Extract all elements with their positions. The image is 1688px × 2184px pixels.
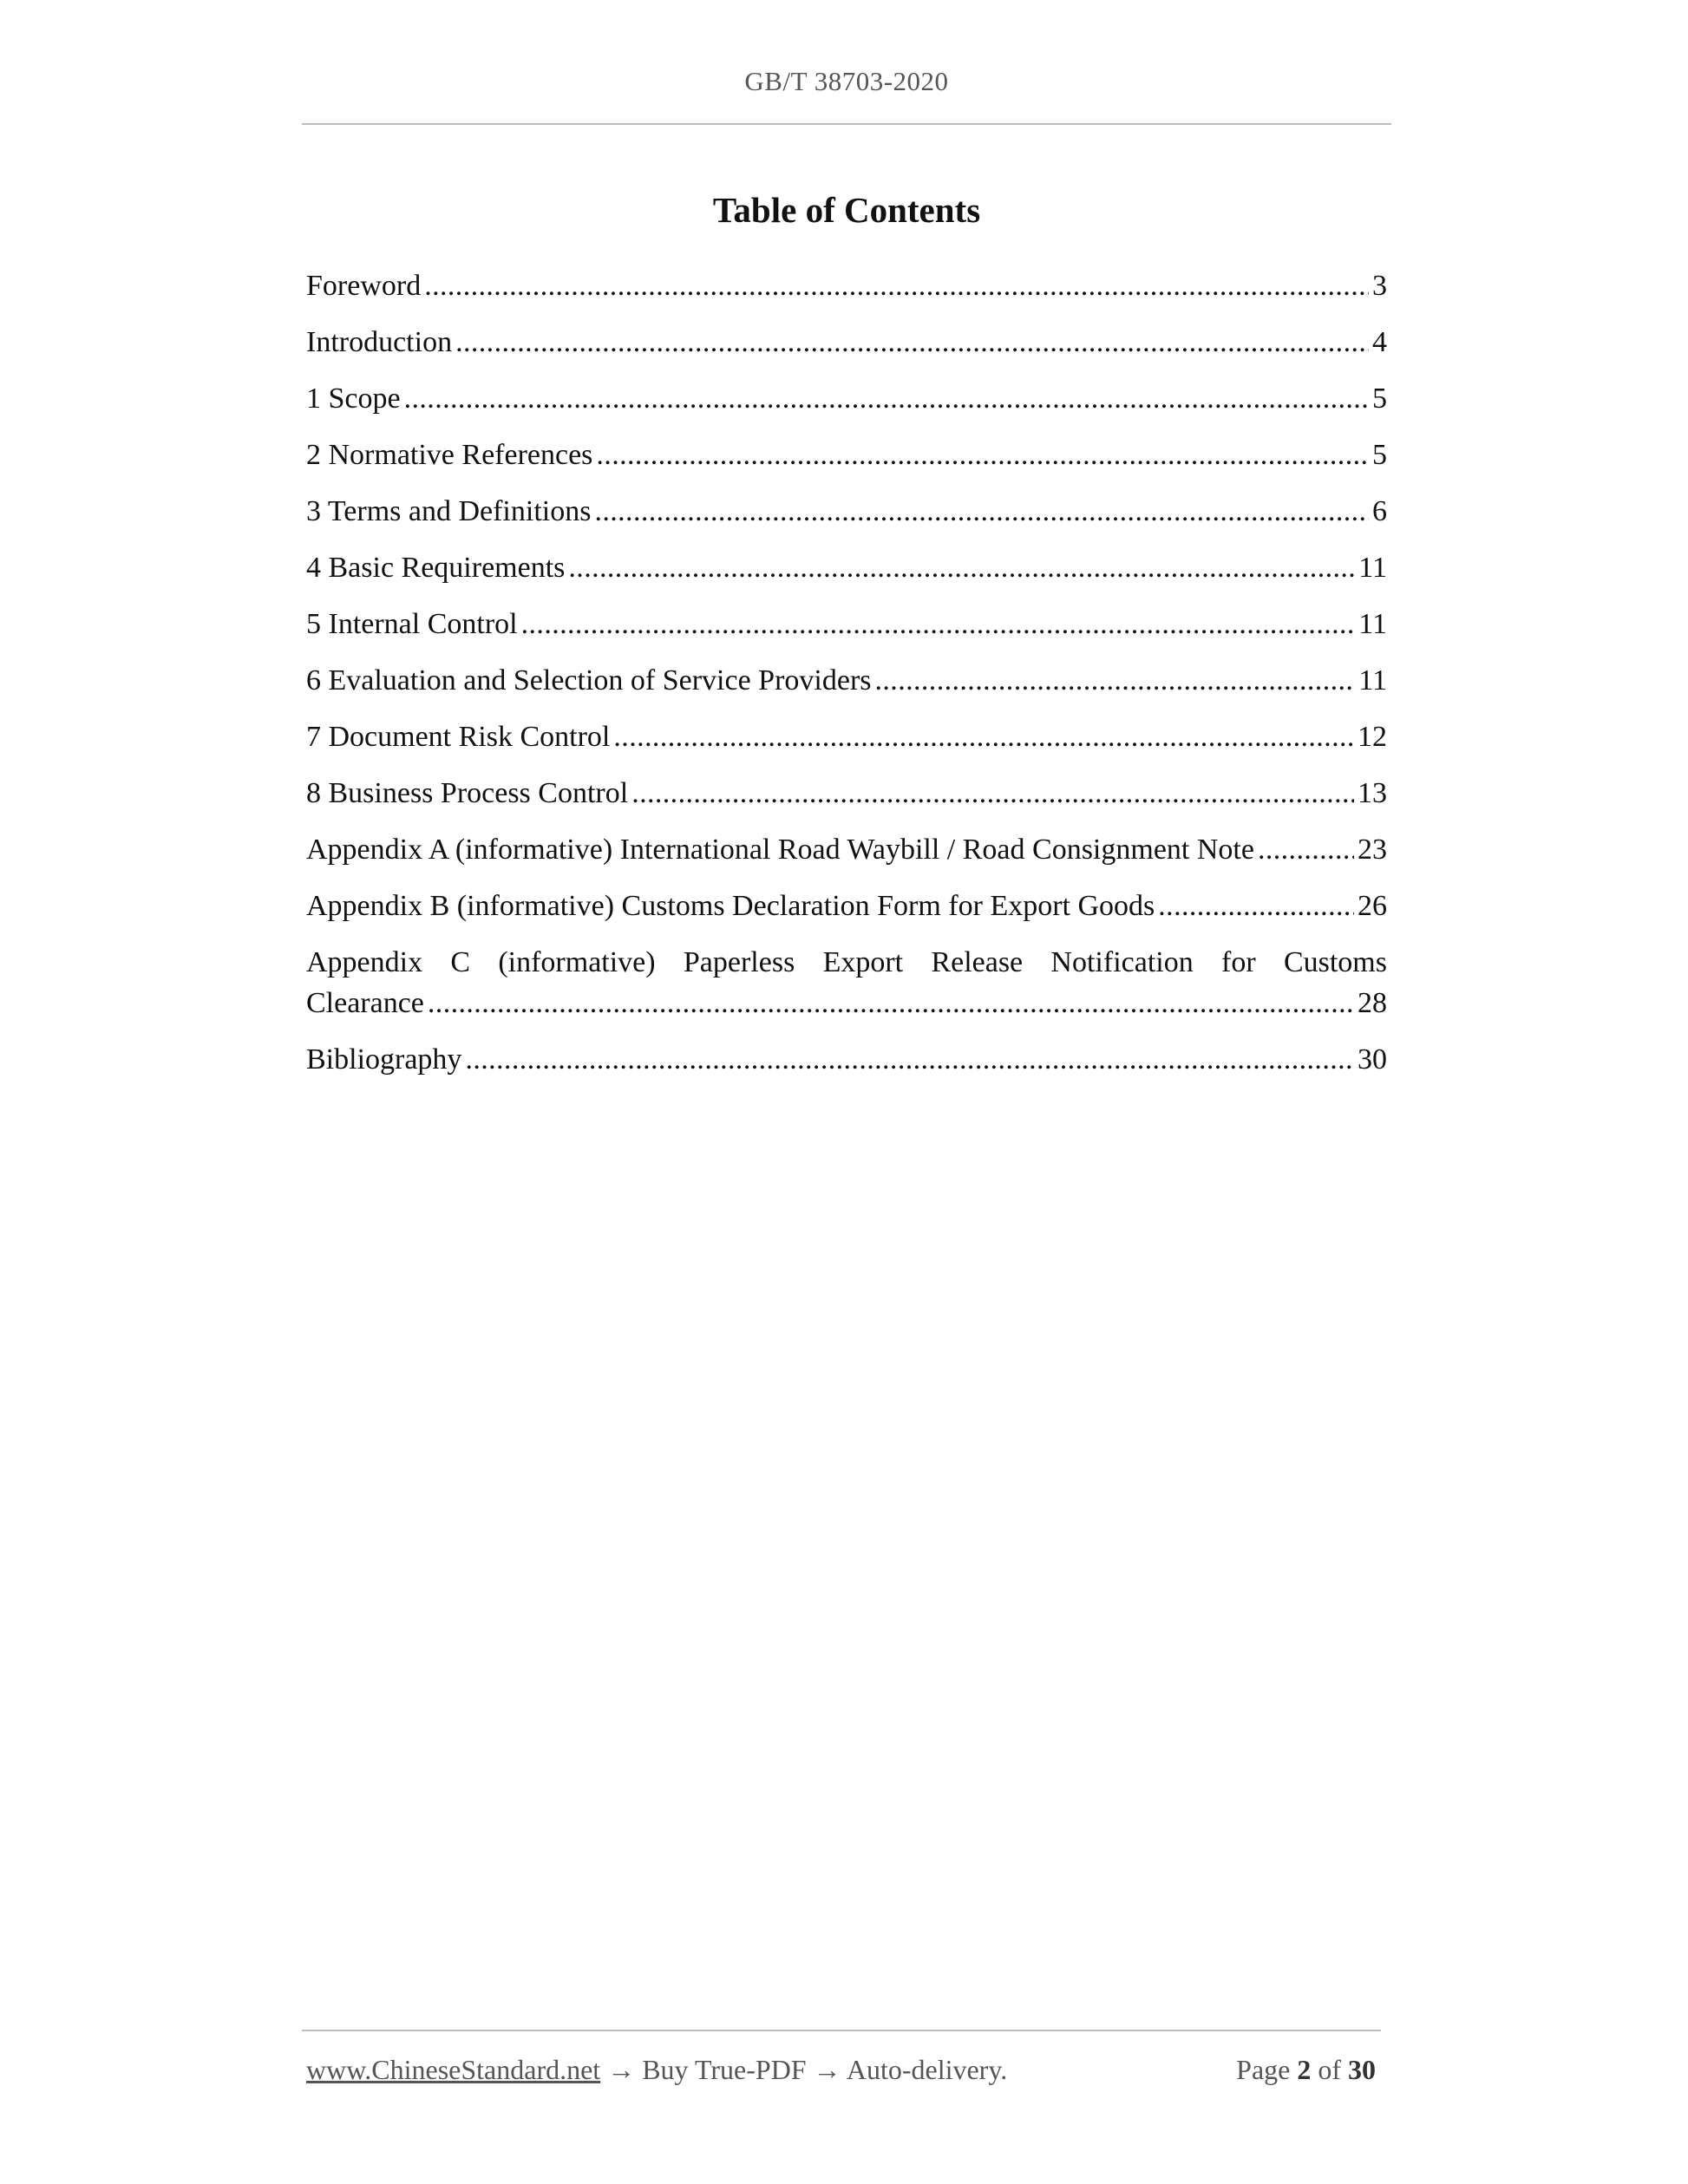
toc-entry-label: 1 Scope xyxy=(306,383,401,415)
dot-leader xyxy=(521,604,1356,645)
dot-leader xyxy=(613,716,1354,758)
footer-divider xyxy=(302,2030,1381,2031)
toc-entry-page: 6 xyxy=(1372,495,1387,527)
footer-website-link[interactable]: www.ChineseStandard.net xyxy=(306,2054,601,2085)
toc-entry-label: Appendix A (informative) International Road Waybill / Road Consignment Note xyxy=(306,834,1254,866)
toc-entry-page: 11 xyxy=(1358,664,1387,696)
arrow-right-icon: → xyxy=(607,2054,636,2085)
toc-entry-label: Bibliography xyxy=(306,1043,462,1076)
toc-entry-label-line2 xyxy=(306,983,1387,1023)
footer-buy-text: Buy True-PDF xyxy=(642,2054,807,2085)
dot-leader xyxy=(596,435,1369,476)
dot-leader xyxy=(455,322,1369,363)
toc-entry-page: 23 xyxy=(1358,834,1387,866)
toc-entry-evaluation-selection[interactable] xyxy=(306,660,1387,716)
dot-leader xyxy=(1158,886,1354,927)
toc-entry-page: 28 xyxy=(1358,987,1387,1019)
toc-entry-label-line1 xyxy=(306,942,1387,983)
toc-entry-label: Foreword xyxy=(306,270,422,302)
page-current: 2 xyxy=(1297,2054,1312,2085)
page-word: Page xyxy=(1236,2054,1291,2085)
dot-leader xyxy=(1258,829,1354,871)
toc-entry-page: 13 xyxy=(1358,777,1387,809)
toc-entry-page: 5 xyxy=(1372,383,1387,415)
toc-entry-label: Clearance xyxy=(306,987,424,1019)
toc-entry-internal-control[interactable] xyxy=(306,604,1387,660)
toc-entry-scope[interactable] xyxy=(306,378,1387,435)
toc-word: Appendix xyxy=(306,946,423,978)
toc-title: Table of Contents xyxy=(712,190,981,230)
dot-leader xyxy=(875,660,1356,702)
footer-delivery-text: Auto-delivery. xyxy=(846,2054,1008,2085)
toc-word: Export xyxy=(822,946,904,978)
toc-word: C xyxy=(450,946,471,978)
dot-leader xyxy=(568,547,1355,589)
toc-entry-label: 6 Evaluation and Selection of Service Providers xyxy=(306,664,872,696)
footer-promo xyxy=(306,2054,1007,2086)
toc-entry-normative-references[interactable] xyxy=(306,435,1387,491)
page-total: 30 xyxy=(1348,2054,1376,2085)
toc-entry-page: 11 xyxy=(1358,608,1387,640)
dot-leader xyxy=(631,773,1354,814)
dot-leader xyxy=(404,378,1369,420)
toc-word: Release xyxy=(931,946,1024,978)
toc-word: (informative) xyxy=(498,946,656,978)
toc-word: Customs xyxy=(1283,946,1387,978)
toc-word: for xyxy=(1221,946,1256,978)
dot-leader xyxy=(594,491,1369,533)
toc-entry-terms-definitions[interactable] xyxy=(306,491,1387,547)
toc-entry-label: Appendix B (informative) Customs Declaration Form for Export Goods xyxy=(306,890,1155,922)
toc-word: Paperless xyxy=(683,946,795,978)
toc-entry-label: 7 Document Risk Control xyxy=(306,721,611,753)
dot-leader xyxy=(465,1039,1354,1081)
toc-entry-appendix-a[interactable] xyxy=(306,829,1387,886)
dot-leader xyxy=(424,265,1369,307)
toc-entry-page: 3 xyxy=(1372,270,1387,302)
toc-entry-appendix-c[interactable] xyxy=(306,942,1387,1039)
page-number xyxy=(1236,2054,1376,2086)
header-divider xyxy=(302,123,1391,125)
toc-list xyxy=(306,265,1387,1095)
toc-entry-page: 11 xyxy=(1358,552,1387,584)
dot-leader xyxy=(428,983,1354,1023)
toc-entry-label: 2 Normative References xyxy=(306,439,593,471)
toc-entry-page: 26 xyxy=(1358,890,1387,922)
toc-entry-introduction[interactable] xyxy=(306,322,1387,378)
arrow-right-icon: → xyxy=(813,2054,841,2085)
toc-entry-appendix-b[interactable] xyxy=(306,886,1387,942)
page-header-doc-id: GB/T 38703-2020 xyxy=(744,66,949,96)
toc-entry-business-process-control[interactable] xyxy=(306,773,1387,829)
toc-entry-label: Introduction xyxy=(306,326,453,358)
toc-entry-page: 4 xyxy=(1372,326,1387,358)
toc-entry-label: 3 Terms and Definitions xyxy=(306,495,592,527)
toc-entry-label: 5 Internal Control xyxy=(306,608,518,640)
toc-entry-basic-requirements[interactable] xyxy=(306,547,1387,604)
toc-entry-label: 4 Basic Requirements xyxy=(306,552,566,584)
toc-entry-document-risk-control[interactable] xyxy=(306,716,1387,773)
toc-entry-label: 8 Business Process Control xyxy=(306,777,629,809)
toc-entry-page: 5 xyxy=(1372,439,1387,471)
toc-entry-page: 30 xyxy=(1358,1043,1387,1076)
of-word: of xyxy=(1318,2054,1341,2085)
toc-entry-bibliography[interactable] xyxy=(306,1039,1387,1095)
toc-word: Notification xyxy=(1050,946,1194,978)
toc-entry-page: 12 xyxy=(1358,721,1387,753)
toc-entry-foreword[interactable] xyxy=(306,265,1387,322)
